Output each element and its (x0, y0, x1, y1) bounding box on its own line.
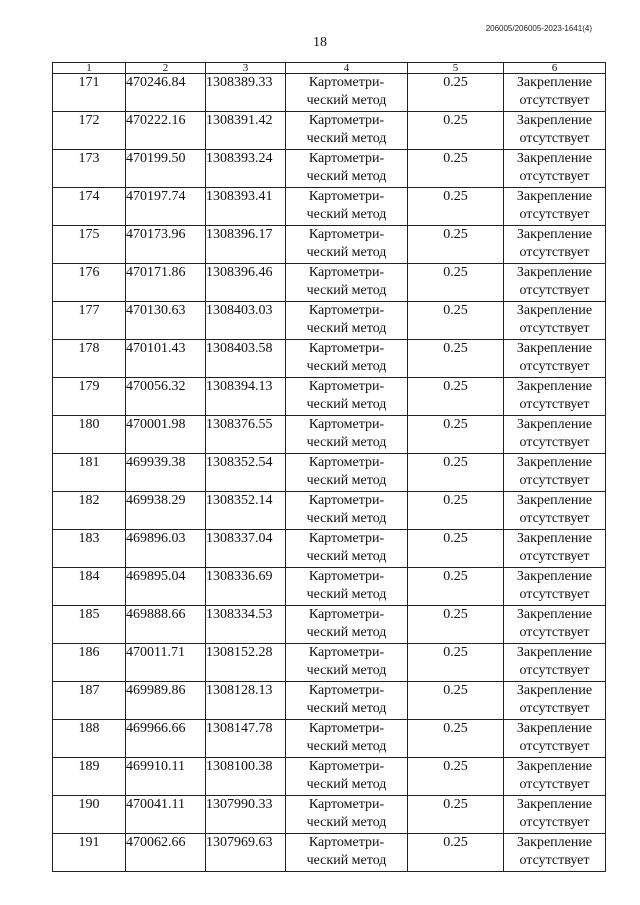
fixation-cell (504, 264, 606, 302)
column-number-3: 3 (206, 63, 286, 74)
point-number: 189 (53, 758, 126, 796)
fixation-line-2: отсутствует (519, 663, 590, 678)
table-row (53, 796, 606, 834)
table-row (53, 530, 606, 568)
method-line-2: ческий метод (306, 549, 387, 564)
fixation-cell (504, 530, 606, 568)
method-line-1: Картометри- (308, 189, 385, 204)
coordinate-y: 1308147.78 (206, 720, 286, 758)
method-cell (286, 302, 408, 340)
coordinate-y: 1308396.17 (206, 226, 286, 264)
method-line-2: ческий метод (306, 815, 387, 830)
coordinate-x: 469896.03 (126, 530, 206, 568)
accuracy-value: 0.25 (408, 720, 504, 758)
fixation-cell (504, 644, 606, 682)
table-row (53, 150, 606, 188)
coordinate-x: 470199.50 (126, 150, 206, 188)
method-line-1: Картометри- (308, 797, 385, 812)
coordinate-y: 1307990.33 (206, 796, 286, 834)
fixation-cell (504, 226, 606, 264)
fixation-cell (504, 112, 606, 150)
fixation-line-2: отсутствует (519, 549, 590, 564)
point-number: 177 (53, 302, 126, 340)
table-row (53, 644, 606, 682)
method-cell (286, 682, 408, 720)
fixation-line-2: отсутствует (519, 625, 590, 640)
coordinate-x: 470246.84 (126, 74, 206, 112)
method-line-1: Картометри- (308, 417, 385, 432)
coordinate-x: 470041.11 (126, 796, 206, 834)
fixation-cell (504, 606, 606, 644)
method-line-2: ческий метод (306, 435, 387, 450)
coordinate-x: 470056.32 (126, 378, 206, 416)
method-cell (286, 226, 408, 264)
coordinate-x: 470171.86 (126, 264, 206, 302)
fixation-cell (504, 758, 606, 796)
coordinate-x: 470062.66 (126, 834, 206, 872)
coordinate-x: 470011.71 (126, 644, 206, 682)
fixation-cell (504, 302, 606, 340)
fixation-line-1: Закрепление (516, 721, 593, 736)
method-line-1: Картометри- (308, 493, 385, 508)
fixation-line-1: Закрепление (516, 455, 593, 470)
point-number: 184 (53, 568, 126, 606)
fixation-line-1: Закрепление (516, 75, 593, 90)
accuracy-value: 0.25 (408, 302, 504, 340)
fixation-line-2: отсутствует (519, 131, 590, 146)
coordinate-y: 1308391.42 (206, 112, 286, 150)
method-cell (286, 340, 408, 378)
accuracy-value: 0.25 (408, 492, 504, 530)
table-row (53, 188, 606, 226)
method-line-2: ческий метод (306, 283, 387, 298)
point-number: 187 (53, 682, 126, 720)
column-number-6: 6 (504, 63, 606, 74)
method-cell (286, 264, 408, 302)
method-cell (286, 74, 408, 112)
point-number: 179 (53, 378, 126, 416)
point-number: 174 (53, 188, 126, 226)
page-number: 18 (313, 35, 327, 50)
fixation-line-2: отсутствует (519, 359, 590, 374)
method-line-2: ческий метод (306, 777, 387, 792)
fixation-line-1: Закрепление (516, 835, 593, 850)
point-number: 181 (53, 454, 126, 492)
accuracy-value: 0.25 (408, 568, 504, 606)
table-row (53, 416, 606, 454)
accuracy-value: 0.25 (408, 264, 504, 302)
fixation-line-1: Закрепление (516, 151, 593, 166)
accuracy-value: 0.25 (408, 530, 504, 568)
table-row (53, 340, 606, 378)
method-cell (286, 188, 408, 226)
method-line-2: ческий метод (306, 587, 387, 602)
method-cell (286, 492, 408, 530)
method-line-1: Картометри- (308, 645, 385, 660)
method-line-1: Картометри- (308, 113, 385, 128)
method-cell (286, 150, 408, 188)
document-id: 206005/206005-2023-1641(4) (485, 24, 592, 33)
accuracy-value: 0.25 (408, 74, 504, 112)
method-cell (286, 606, 408, 644)
method-line-2: ческий метод (306, 511, 387, 526)
fixation-line-2: отсутствует (519, 701, 590, 716)
fixation-line-1: Закрепление (516, 303, 593, 318)
fixation-cell (504, 568, 606, 606)
fixation-line-2: отсутствует (519, 93, 590, 108)
coordinate-y: 1308393.41 (206, 188, 286, 226)
coordinate-y: 1308394.13 (206, 378, 286, 416)
method-line-2: ческий метод (306, 93, 387, 108)
coordinate-y: 1307969.63 (206, 834, 286, 872)
coordinate-y: 1308389.33 (206, 74, 286, 112)
point-number: 180 (53, 416, 126, 454)
method-line-1: Картометри- (308, 379, 385, 394)
table-row (53, 112, 606, 150)
method-line-2: ческий метод (306, 625, 387, 640)
method-line-2: ческий метод (306, 131, 387, 146)
point-number: 172 (53, 112, 126, 150)
method-cell (286, 454, 408, 492)
table-row (53, 758, 606, 796)
fixation-line-1: Закрепление (516, 227, 593, 242)
coordinate-x: 470001.98 (126, 416, 206, 454)
method-line-1: Картометри- (308, 683, 385, 698)
method-line-2: ческий метод (306, 853, 387, 868)
method-cell (286, 644, 408, 682)
accuracy-value: 0.25 (408, 454, 504, 492)
coordinate-y: 1308403.03 (206, 302, 286, 340)
coordinate-x: 470173.96 (126, 226, 206, 264)
fixation-cell (504, 188, 606, 226)
method-cell (286, 378, 408, 416)
fixation-line-1: Закрепление (516, 189, 593, 204)
fixation-line-1: Закрепление (516, 417, 593, 432)
accuracy-value: 0.25 (408, 834, 504, 872)
fixation-line-1: Закрепление (516, 683, 593, 698)
coordinate-x: 470197.74 (126, 188, 206, 226)
coordinate-x: 470101.43 (126, 340, 206, 378)
table-row (53, 264, 606, 302)
accuracy-value: 0.25 (408, 644, 504, 682)
fixation-line-2: отсутствует (519, 435, 590, 450)
fixation-line-2: отсутствует (519, 169, 590, 184)
method-line-2: ческий метод (306, 397, 387, 412)
method-line-1: Картометри- (308, 75, 385, 90)
accuracy-value: 0.25 (408, 188, 504, 226)
fixation-cell (504, 682, 606, 720)
table-row (53, 454, 606, 492)
fixation-line-2: отсутствует (519, 739, 590, 754)
fixation-cell (504, 454, 606, 492)
fixation-line-1: Закрепление (516, 341, 593, 356)
point-number: 183 (53, 530, 126, 568)
fixation-cell (504, 796, 606, 834)
accuracy-value: 0.25 (408, 226, 504, 264)
fixation-line-1: Закрепление (516, 113, 593, 128)
table-row (53, 302, 606, 340)
table-row (53, 834, 606, 872)
fixation-line-2: отсутствует (519, 511, 590, 526)
fixation-cell (504, 340, 606, 378)
table-row (53, 74, 606, 112)
coordinate-y: 1308334.53 (206, 606, 286, 644)
coordinate-x: 470222.16 (126, 112, 206, 150)
fixation-line-1: Закрепление (516, 379, 593, 394)
fixation-line-2: отсутствует (519, 321, 590, 336)
fixation-cell (504, 150, 606, 188)
accuracy-value: 0.25 (408, 416, 504, 454)
accuracy-value: 0.25 (408, 112, 504, 150)
coordinate-y: 1308352.14 (206, 492, 286, 530)
coordinate-y: 1308376.55 (206, 416, 286, 454)
column-number-4: 4 (286, 63, 408, 74)
fixation-line-1: Закрепление (516, 569, 593, 584)
fixation-line-1: Закрепление (516, 493, 593, 508)
point-number: 171 (53, 74, 126, 112)
method-line-1: Картометри- (308, 759, 385, 774)
fixation-line-2: отсутствует (519, 587, 590, 602)
fixation-line-2: отсутствует (519, 815, 590, 830)
coordinate-y: 1308337.04 (206, 530, 286, 568)
accuracy-value: 0.25 (408, 796, 504, 834)
coordinate-x: 469910.11 (126, 758, 206, 796)
method-line-1: Картометри- (308, 303, 385, 318)
point-number: 178 (53, 340, 126, 378)
method-line-2: ческий метод (306, 169, 387, 184)
method-cell (286, 758, 408, 796)
fixation-line-1: Закрепление (516, 607, 593, 622)
accuracy-value: 0.25 (408, 758, 504, 796)
point-number: 182 (53, 492, 126, 530)
point-number: 188 (53, 720, 126, 758)
point-number: 176 (53, 264, 126, 302)
coordinate-x: 469888.66 (126, 606, 206, 644)
coordinate-y: 1308336.69 (206, 568, 286, 606)
coordinate-x: 469966.66 (126, 720, 206, 758)
coordinate-y: 1308152.28 (206, 644, 286, 682)
point-number: 185 (53, 606, 126, 644)
point-number: 175 (53, 226, 126, 264)
coordinate-x: 469895.04 (126, 568, 206, 606)
table-row (53, 378, 606, 416)
point-number: 190 (53, 796, 126, 834)
fixation-line-2: отсутствует (519, 283, 590, 298)
fixation-line-1: Закрепление (516, 759, 593, 774)
method-line-1: Картометри- (308, 569, 385, 584)
method-line-2: ческий метод (306, 321, 387, 336)
method-cell (286, 834, 408, 872)
method-line-2: ческий метод (306, 245, 387, 260)
column-number-5: 5 (408, 63, 504, 74)
method-line-2: ческий метод (306, 359, 387, 374)
method-line-2: ческий метод (306, 663, 387, 678)
table-row (53, 492, 606, 530)
coordinate-y: 1308128.13 (206, 682, 286, 720)
fixation-line-2: отсутствует (519, 207, 590, 222)
fixation-line-2: отсутствует (519, 473, 590, 488)
fixation-line-2: отсутствует (519, 245, 590, 260)
method-line-1: Картометри- (308, 227, 385, 242)
fixation-line-2: отсутствует (519, 853, 590, 868)
accuracy-value: 0.25 (408, 150, 504, 188)
table-row (53, 682, 606, 720)
method-line-2: ческий метод (306, 701, 387, 716)
method-line-1: Картометри- (308, 151, 385, 166)
fixation-line-1: Закрепление (516, 645, 593, 660)
table-row (53, 606, 606, 644)
coordinate-y: 1308393.24 (206, 150, 286, 188)
fixation-line-2: отсутствует (519, 397, 590, 412)
method-cell (286, 796, 408, 834)
accuracy-value: 0.25 (408, 606, 504, 644)
method-cell (286, 416, 408, 454)
table-row (53, 226, 606, 264)
fixation-cell (504, 834, 606, 872)
coordinates-table (52, 62, 606, 872)
method-line-2: ческий метод (306, 739, 387, 754)
fixation-cell (504, 74, 606, 112)
fixation-line-1: Закрепление (516, 531, 593, 546)
method-line-2: ческий метод (306, 207, 387, 222)
point-number: 186 (53, 644, 126, 682)
coordinate-y: 1308403.58 (206, 340, 286, 378)
point-number: 191 (53, 834, 126, 872)
fixation-cell (504, 492, 606, 530)
fixation-line-1: Закрепление (516, 265, 593, 280)
column-number-row (53, 63, 606, 74)
method-line-1: Картометри- (308, 531, 385, 546)
fixation-cell (504, 416, 606, 454)
fixation-cell (504, 378, 606, 416)
coordinate-x: 469989.86 (126, 682, 206, 720)
accuracy-value: 0.25 (408, 340, 504, 378)
coordinate-x: 469939.38 (126, 454, 206, 492)
fixation-cell (504, 720, 606, 758)
method-line-1: Картометри- (308, 607, 385, 622)
fixation-line-1: Закрепление (516, 797, 593, 812)
fixation-line-2: отсутствует (519, 777, 590, 792)
column-number-1: 1 (53, 63, 126, 74)
method-line-1: Картометри- (308, 721, 385, 736)
coordinate-y: 1308352.54 (206, 454, 286, 492)
method-cell (286, 568, 408, 606)
coordinate-y: 1308396.46 (206, 264, 286, 302)
point-number: 173 (53, 150, 126, 188)
method-cell (286, 720, 408, 758)
accuracy-value: 0.25 (408, 378, 504, 416)
method-line-2: ческий метод (306, 473, 387, 488)
method-cell (286, 530, 408, 568)
method-line-1: Картометри- (308, 455, 385, 470)
method-line-1: Картометри- (308, 835, 385, 850)
table-row (53, 568, 606, 606)
coordinate-x: 470130.63 (126, 302, 206, 340)
coordinate-x: 469938.29 (126, 492, 206, 530)
method-line-1: Картометри- (308, 265, 385, 280)
coordinate-y: 1308100.38 (206, 758, 286, 796)
column-number-2: 2 (126, 63, 206, 74)
method-line-1: Картометри- (308, 341, 385, 356)
method-cell (286, 112, 408, 150)
table-row (53, 720, 606, 758)
accuracy-value: 0.25 (408, 682, 504, 720)
